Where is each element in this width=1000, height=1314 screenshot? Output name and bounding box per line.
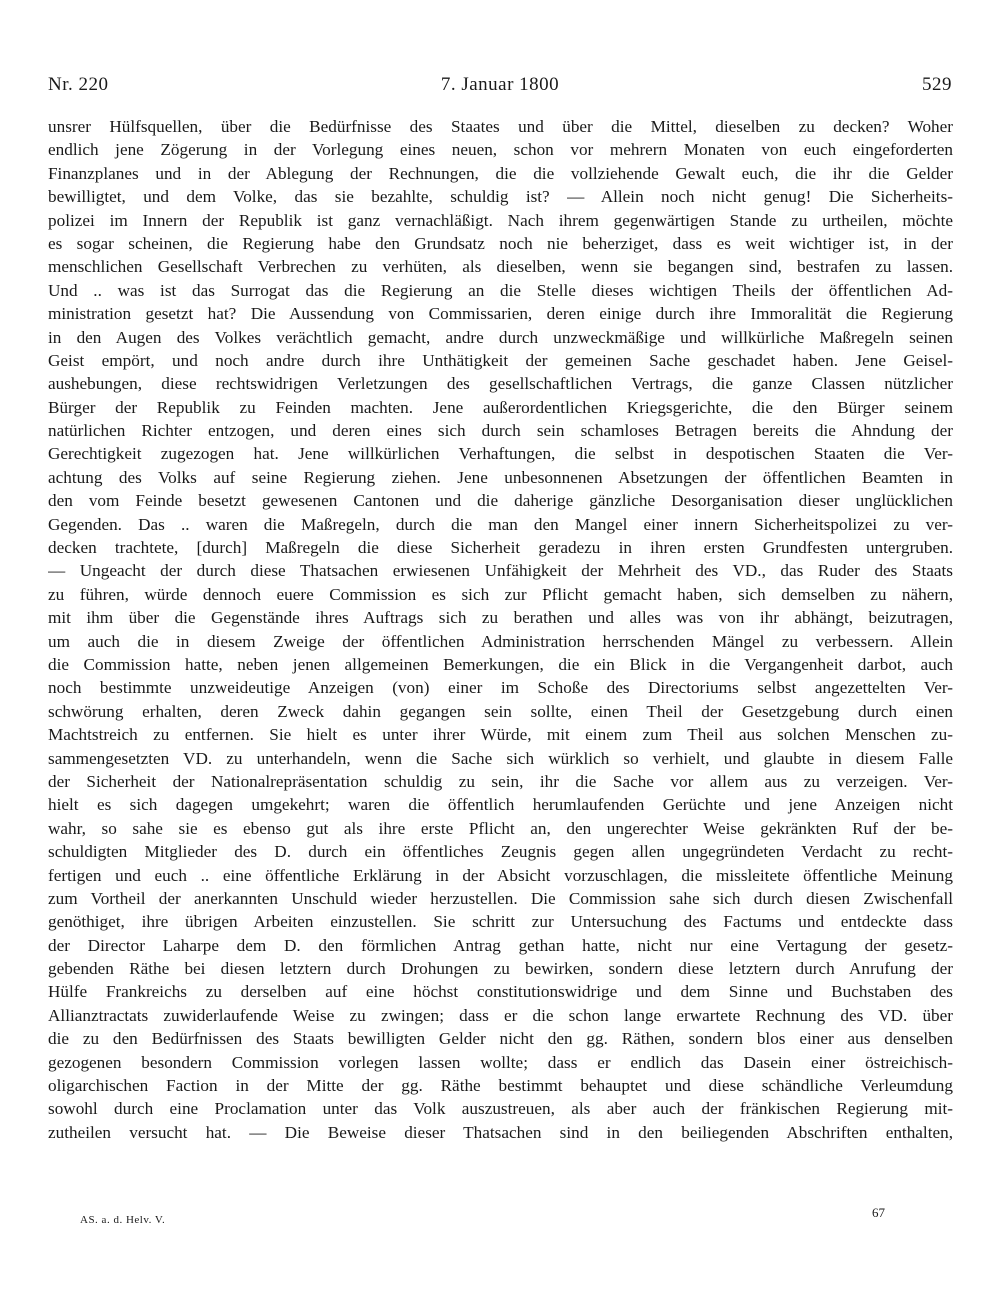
text-line: noch bestimmte unzweideutige Anzeigen (von) einer im Schoße des Directoriums selbst angezettelten Ver- (48, 678, 953, 698)
text-line: sowohl durch eine Proclamation unter das Volk auszustreuen, als aber auch der fränkischen Regierung mit- (48, 1099, 953, 1119)
text-line: der Director Laharpe dem D. den förmlichen Antrag gethan hatte, nicht nur eine Vertagung der gesetz- (48, 935, 953, 955)
body-text (48, 115, 953, 1144)
text-line: der Sicherheit der Nationalrepräsentation schuldig zu sein, ihr die Sache vor allem aus zu verzeigen. Ver- (48, 771, 953, 791)
text-line: oligarchischen Faction in der Mitte der gg. Räthe bestimmt behauptet und diese schändliche Verleumdung (48, 1076, 953, 1096)
text-line: schuldigten Mitglieder des D. durch ein öffentliches Zeugnis gegen allen ungegründeten Verdacht zu recht- (48, 842, 953, 862)
text-line: unsrer Hülfsquellen, über die Bedürfnisse des Staates und über die Mittel, dieselben zu decken? Woher (48, 117, 953, 136)
text-line: die zu den Bedürfnissen des Staats bewilligten Gelder nicht den gg. Räthen, sondern blos einer aus denselben (48, 1029, 953, 1049)
text-line: sammengesetzten VD. zu unterhandeln, wenn die Sache sich würklich so verhielt, und glaubte in diesem Falle (48, 748, 953, 768)
text-line: fertigen und euch .. eine öffentliche Erklärung in der Absicht vorzuschlagen, die missleitete öffentliche Meinung (48, 865, 953, 885)
text-line: achtung des Volks auf seine Regierung ziehen. Jene unbesonnenen Absetzungen der öffentlichen Beamten in (48, 467, 953, 487)
text-line: endlich jene Zögerung in der Vorlegung eines neuen, schon vor mehrern Monaten von euch eingeforderten (48, 140, 953, 160)
text-line: gezogenen besondern Commission vorlegen lassen wollte; dass er endlich das Dasein einer östreichisch- (48, 1052, 953, 1072)
text-line: Und .. was ist das Surrogat das die Regierung an die Stelle dieses wichtigen Theils der öffentlichen Ad- (48, 280, 953, 300)
text-line: Geist empört, und noch andre durch ihre Unthätigkeit der gemeinen Sache geschadet haben. Jene Geisel- (48, 350, 953, 370)
text-line: Bürger der Republik zu Feinden machten. Jene außerordentlichen Kriegsgerichte, die den Bürger seinem (48, 397, 953, 417)
text-line: wahr, so sahe sie es ebenso gut als ihre erste Pflicht an, den ungerechter Weise gekränkten Ruf der be- (48, 818, 953, 838)
source-reference: AS. a. d. Helv. V. (80, 1214, 166, 1226)
text-line: bewilligtet, und dem Volke, das sie bezahlte, schuldig ist? — Allein noch nicht genug! Die Sicherheits- (48, 187, 953, 207)
text-line: den vom Feinde besetzt gewesenen Cantonen und die daherige gänzliche Desorganisation dieser unglücklichen (48, 491, 953, 511)
text-line: Gegenden. Das .. waren die Maßregeln, durch die man den Mangel einer innern Sicherheitspolizei zu ver- (48, 514, 953, 534)
text-line: zum Vortheil der anerkannten Unschuld wieder herzustellen. Die Commission sahe sich durch diesen Zwischenfall (48, 888, 953, 908)
text-line: polizei im Innern der Republik ist ganz vernachläßigt. Nach ihrem gegenwärtigen Stande zu urtheilen, möchte (48, 210, 953, 230)
text-line: natürlichen Richter entzogen, und deren eines sich durch sein schamloses Betragen bereits die Ahndung der (48, 421, 953, 441)
text-line: Gerechtigkeit zugezogen hat. Jene willkürlichen Verhaftungen, die selbst in despotischen Staaten die Ver- (48, 444, 953, 464)
text-line: Allianztractats zuwiderlaufende Weise zu zwingen; dass er die schon lange erwartete Rechnung des VD. über (48, 1005, 953, 1025)
text-line: decken trachtete, [durch] Maßregeln die diese Sicherheit geradezu in ihren ersten Grundfesten untergruben. (48, 538, 953, 558)
page-footer (48, 1205, 952, 1234)
text-line: zutheilen versucht hat. — Die Beweise dieser Thatsachen sind in den beiliegenden Abschriften enthalten, (48, 1122, 953, 1142)
text-line: Machtstreich zu entfernen. Sie hielt es unter ihrer Würde, mit einem zum Theil aus solchen Menschen zu- (48, 725, 953, 745)
text-line: mit ihm über die Gegenstände ihres Auftrags sich zu berathen und alles was von ihr abhängt, beizutragen, (48, 608, 953, 628)
text-line: Hülfe Frankreichs zu derselben auf eine höchst constitutionswidrige und dem Sinne und Buchstaben des (48, 982, 953, 1002)
text-line: — Ungeacht der durch diese Thatsachen erwiesenen Unfähigkeit der Mehrheit des VD., das Ruder des Staats (48, 561, 953, 581)
text-line: die Commission hatte, neben jenen allgemeinen Bemerkungen, die ein Blick in die Vergangenheit darbot, auch (48, 654, 953, 674)
text-line: in den Augen des Volkes verächtlich gemacht, andre durch unzweckmäßige und willkürliche Maßregeln seinen (48, 327, 953, 347)
page-header (48, 74, 952, 98)
document-date: 7. Januar 1800 (440, 74, 560, 95)
signature-mark: 67 (872, 1205, 885, 1220)
text-line: Finanzplanes und in der Ablegung der Rechnungen, die die vollziehende Gewalt euch, die ihr die Gelder (48, 163, 953, 183)
text-line: aushebungen, diese rechtswidrigen Verletzungen des gesellschaftlichen Vertrags, die ganze Classen nützlicher (48, 374, 953, 394)
text-line: zu führen, würde dennoch euere Commission es sich zur Pflicht gemacht haben, sich demselben zu nähern, (48, 584, 953, 604)
text-line: menschlichen Gesellschaft Verbrechen zu verhüten, als dieselben, wenn sie begangen sind, bestrafen zu lassen. (48, 257, 953, 277)
text-line: es sogar scheinen, die Regierung habe den Grundsatz noch nie beherziget, dass es weit wichtiger ist, in der (48, 233, 953, 253)
text-line: schwörung erhalten, deren Zweck dahin gegangen sein sollte, einen Theil der Gesetzgebung durch einen (48, 701, 953, 721)
text-line: hielt es sich dagegen umgekehrt; waren die öffentlich herumlaufenden Gerüchte und jene Anzeigen nicht (48, 795, 953, 815)
text-line: ministration gesetzt hat? Die Aussendung von Commissarien, deren einige durch ihre Immoralität die Regierung (48, 304, 953, 324)
page-number: 529 (922, 74, 952, 95)
text-line: gebenden Räthe bei diesen letztern durch Drohungen zu bewirken, sondern diese letztern durch Anrufung der (48, 959, 953, 979)
text-line: genöthiget, ihre übrigen Arbeiten einzustellen. Sie schritt zur Untersuchung des Factums und entdeckte dass (48, 912, 953, 932)
document-number: Nr. 220 (48, 74, 109, 95)
text-line: um auch die in diesem Zweige der öffentlichen Administration herrschenden Mängel zu verbessern. Allein (48, 631, 953, 651)
